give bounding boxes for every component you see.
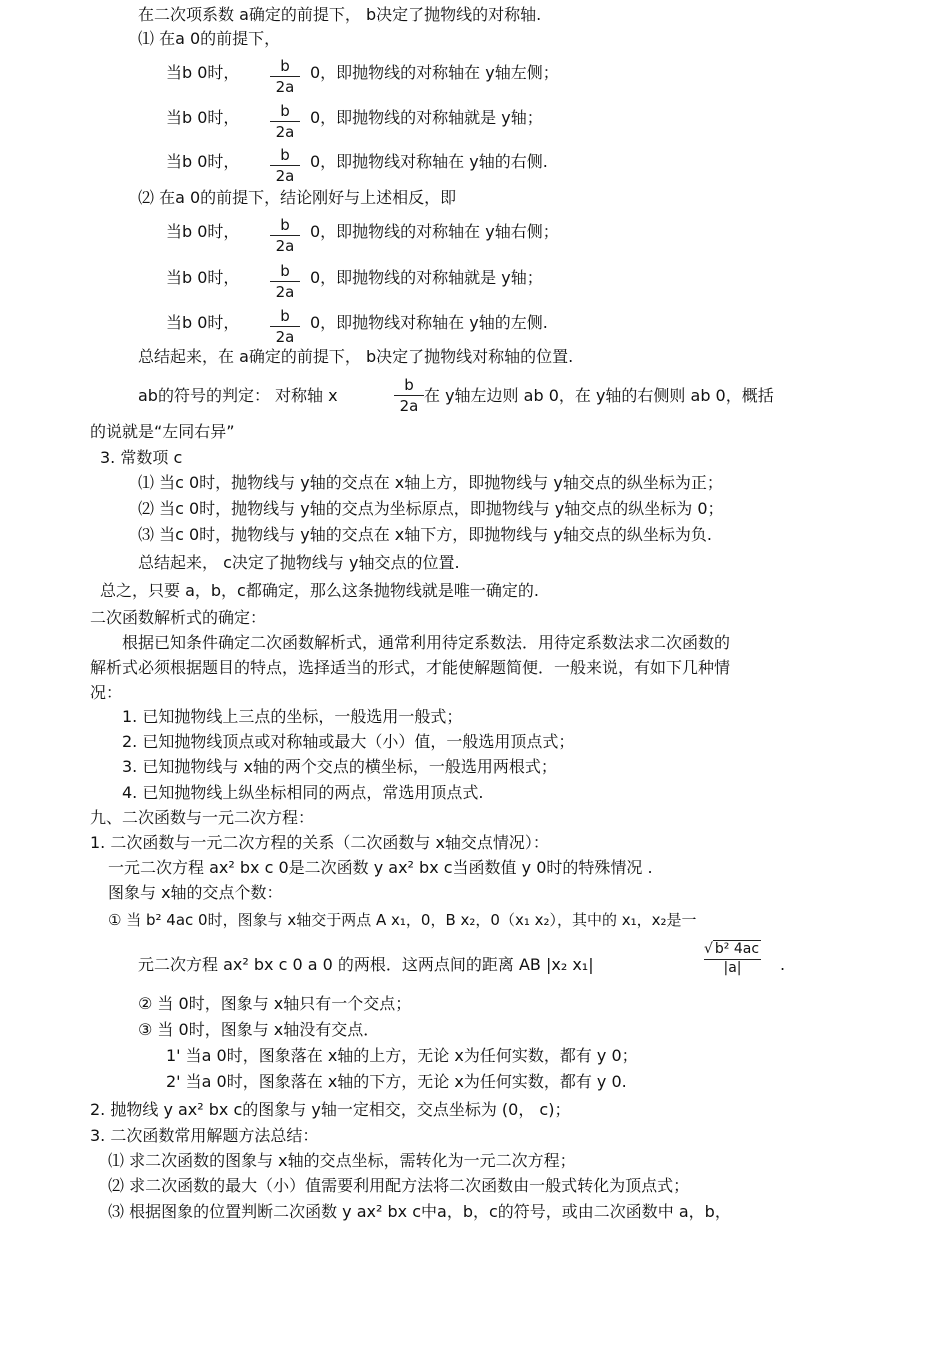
line-23: 1. 已知抛物线上三点的坐标，一般选用一般式；	[122, 707, 463, 726]
line-34: ③ 当 0时，图象与 x轴没有交点．	[138, 1020, 380, 1039]
line-3a: 当b 0时，	[166, 63, 240, 82]
line-37: 2. 抛物线 y ax² bx c的图象与 y轴一定相交，交点坐标为 (0， c)；	[90, 1100, 571, 1119]
line-6: ⑵ 在a 0的前提下，结论刚好与上述相反，即	[138, 188, 457, 207]
fraction-b-2a: b 2a	[270, 307, 300, 346]
line-4b: 0，即抛物线的对称轴就是 y轴；	[310, 108, 543, 127]
line-27: 九、二次函数与一元二次方程：	[90, 808, 315, 827]
line-38: 3. 二次函数常用解题方法总结：	[90, 1126, 319, 1145]
fraction-b-2a: b 2a	[270, 262, 300, 301]
line-41: ⑶ 根据图象的位置判断二次函数 y ax² bx c中a，b，c的符号，或由二次函数中 a，b，	[108, 1202, 731, 1221]
line-28: 1. 二次函数与一元二次方程的关系（二次函数与 x轴交点情况）：	[90, 833, 549, 852]
line-17: 总结起来， c决定了抛物线与 y轴交点的位置.	[138, 553, 460, 572]
sqrt-sign-icon: √	[704, 941, 713, 957]
line-13: 3. 常数项 c	[100, 448, 183, 467]
line-5a: 当b 0时，	[166, 152, 240, 171]
distance-end: .	[780, 955, 786, 974]
line-39: ⑴ 求二次函数的图象与 x轴的交点坐标，需转化为一元二次方程；	[108, 1151, 576, 1170]
line-16: ⑶ 当c 0时，抛物线与 y轴的交点在 x轴下方，即抛物线与 y轴交点的纵坐标为负.	[138, 525, 712, 544]
line-12: 的说就是“左同右异”	[90, 422, 235, 441]
line-4a: 当b 0时，	[166, 108, 240, 127]
line-1: 在二次项系数 a确定的前提下， b决定了抛物线的对称轴.	[138, 5, 542, 24]
line-11b: 在 y轴左边则 ab 0，在 y轴的右侧则 ab 0，概括	[424, 386, 774, 405]
line-35: 1' 当a 0时，图象落在 x轴的上方，无论 x为任何实数，都有 y 0；	[166, 1046, 638, 1065]
line-9a: 当b 0时，	[166, 313, 240, 332]
line-10: 总结起来，在 a确定的前提下， b决定了抛物线对称轴的位置.	[138, 347, 574, 366]
line-21: 解析式必须根据题目的特点，选择适当的形式，才能使解题简便．一般来说，有如下几种情	[90, 658, 731, 677]
line-26: 4. 已知抛物线上纵坐标相同的两点，常选用顶点式.	[122, 783, 484, 802]
fraction-b-2a: b 2a	[270, 57, 300, 96]
line-7b: 0，即抛物线的对称轴在 y轴右侧；	[310, 222, 559, 241]
line-18: 总之，只要 a，b，c都确定，那么这条抛物线就是唯一确定的.	[100, 581, 539, 600]
line-5b: 0，即抛物线对称轴在 y轴的右侧.	[310, 152, 548, 171]
line-36: 2' 当a 0时，图象落在 x轴的下方，无论 x为任何实数，都有 y 0.	[166, 1072, 627, 1091]
line-22: 况：	[90, 683, 123, 702]
line-29: 一元二次方程 ax² bx c 0是二次函数 y ax² bx c当函数值 y 0时的特殊情况 .	[108, 858, 653, 877]
line-19: 二次函数解析式的确定：	[90, 608, 267, 627]
distance-denominator: |a|	[704, 959, 761, 976]
line-3b: 0，即抛物线的对称轴在 y轴左侧；	[310, 63, 559, 82]
line-2: ⑴ 在a 0的前提下，	[138, 29, 281, 48]
line-11a: ab的符号的判定： 对称轴 x	[138, 386, 338, 405]
line-32a: 元二次方程 ax² bx c 0 a 0 的两根．这两点间的距离 AB |x₂ x₁|	[138, 955, 594, 974]
line-15: ⑵ 当c 0时，抛物线与 y轴的交点为坐标原点，即抛物线与 y轴交点的纵坐标为 0；	[138, 499, 724, 518]
line-14: ⑴ 当c 0时，抛物线与 y轴的交点在 x轴上方，即抛物线与 y轴交点的纵坐标为正；	[138, 473, 723, 492]
line-24: 2. 已知抛物线顶点或对称轴或最大（小）值，一般选用顶点式；	[122, 732, 575, 751]
distance-fraction	[704, 941, 761, 976]
line-30: 图象与 x轴的交点个数：	[108, 883, 283, 902]
line-7a: 当b 0时，	[166, 222, 240, 241]
line-31: ① 当 b² 4ac 0时，图象与 x轴交于两点 A x₁，0，B x₂，0（x₁ x₂），其中的 x₁，x₂是一	[108, 911, 697, 929]
fraction-b-2a: b 2a	[270, 102, 300, 141]
line-9b: 0，即抛物线对称轴在 y轴的左侧.	[310, 313, 548, 332]
line-8b: 0，即抛物线的对称轴就是 y轴；	[310, 268, 543, 287]
sqrt-body: b² 4ac	[714, 941, 760, 957]
line-25: 3. 已知抛物线与 x轴的两个交点的横坐标，一般选用两根式；	[122, 757, 557, 776]
line-33: ② 当 0时，图象与 x轴只有一个交点；	[138, 994, 412, 1013]
line-40: ⑵ 求二次函数的最大（小）值需要利用配方法将二次函数由一般式转化为顶点式；	[108, 1176, 690, 1195]
fraction-axis: b 2a	[394, 376, 424, 415]
fraction-b-2a: b 2a	[270, 216, 300, 255]
line-8a: 当b 0时，	[166, 268, 240, 287]
fraction-b-2a: b 2a	[270, 146, 300, 185]
line-20: 根据已知条件确定二次函数解析式，通常利用待定系数法．用待定系数法求二次函数的	[122, 633, 731, 652]
